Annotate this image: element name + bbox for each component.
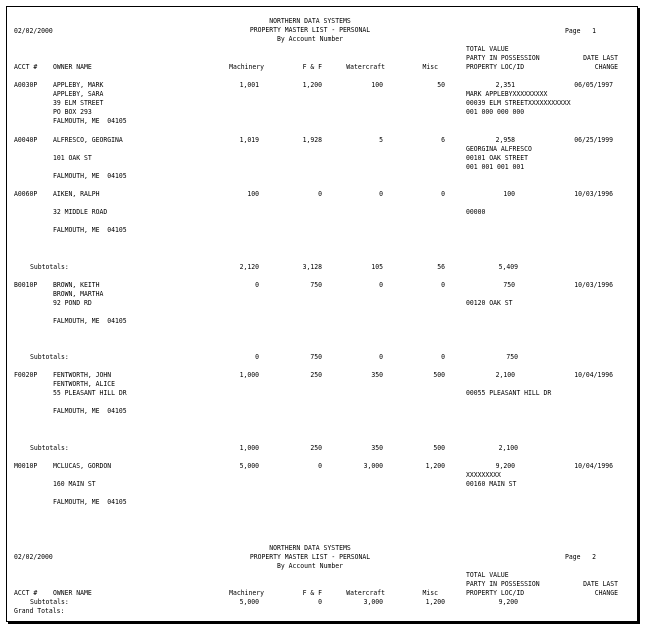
subtotal-machinery: 0: [255, 353, 259, 361]
col-machinery: Machinery: [229, 589, 264, 597]
owner-line: 160 MAIN ST: [53, 480, 96, 488]
acct-number: A0030P: [14, 81, 38, 89]
watercraft-value: 0: [379, 281, 383, 289]
col-change: CHANGE: [594, 589, 618, 597]
col-date-last: DATE LAST: [583, 580, 618, 588]
subtotal-watercraft: 3,000: [363, 598, 383, 606]
col-owner: OWNER NAME: [53, 63, 92, 71]
watercraft-value: 350: [371, 371, 383, 379]
misc-value: 0: [441, 190, 445, 198]
owner-line: ALFRESCO, GEORGINA: [53, 136, 123, 144]
machinery-value: 1,000: [239, 371, 259, 379]
page-number: Page 1: [565, 27, 597, 35]
watercraft-value: 0: [379, 190, 383, 198]
subtotal-machinery: 1,000: [239, 444, 259, 452]
col-watercraft: Watercraft: [346, 589, 385, 597]
col-watercraft: Watercraft: [346, 63, 385, 71]
subtotal-total: 5,409: [498, 263, 518, 271]
subtotal-ff: 0: [318, 598, 322, 606]
col-change: CHANGE: [594, 63, 618, 71]
report-title: PROPERTY MASTER LIST - PERSONAL: [249, 553, 371, 561]
property-location: 00039 ELM STREETXXXXXXXXXXX: [466, 99, 571, 107]
owner-line: FALMOUTH, ME 04105: [53, 226, 127, 234]
owner-line: APPLEBY, MARK: [53, 81, 104, 89]
property-location: 00160 MAIN ST: [466, 480, 517, 488]
acct-number: B0010P: [14, 281, 38, 289]
col-property-loc: PROPERTY LOC/ID: [466, 589, 525, 597]
owner-line: 101 OAK ST: [53, 154, 92, 162]
total-value: 2,958: [495, 136, 515, 144]
subtotal-misc: 500: [433, 444, 445, 452]
subtotal-total: 9,200: [498, 598, 518, 606]
total-value: 2,100: [495, 371, 515, 379]
subtotal-misc: 0: [441, 353, 445, 361]
subtotal-label: Subtotals:: [30, 353, 69, 361]
watercraft-value: 3,000: [363, 462, 383, 470]
owner-line: 32 MIDDLE ROAD: [53, 208, 108, 216]
col-total-value: TOTAL VALUE: [466, 571, 509, 579]
date-last-change: 10/04/1996: [574, 371, 613, 379]
property-id: 001 001 001 001: [466, 163, 525, 171]
date-last-change: 10/03/1996: [574, 281, 613, 289]
property-id: 001 000 000 000: [466, 108, 525, 116]
report-date: 02/02/2000: [14, 553, 53, 561]
owner-line: APPLEBY, SARA: [53, 90, 104, 98]
company-name: NORTHERN DATA SYSTEMS: [269, 17, 351, 25]
property-location: 00000: [466, 208, 486, 216]
subtotal-watercraft: 105: [371, 263, 383, 271]
machinery-value: 100: [247, 190, 259, 198]
owner-line: FALMOUTH, ME 04105: [53, 498, 127, 506]
misc-value: 1,200: [425, 462, 445, 470]
owner-line: FALMOUTH, ME 04105: [53, 172, 127, 180]
ff-value: 750: [310, 281, 322, 289]
owner-line: MCLUCAS, GORDON: [53, 462, 112, 470]
ff-value: 0: [318, 190, 322, 198]
acct-number: M0010P: [14, 462, 38, 470]
party-in-possession: GEORGINA ALFRESCO: [466, 145, 532, 153]
subtotal-machinery: 5,000: [239, 598, 259, 606]
acct-number: A0040P: [14, 136, 38, 144]
subtotal-label: Subtotals:: [30, 598, 69, 606]
company-name: NORTHERN DATA SYSTEMS: [269, 544, 351, 552]
subtotal-label: Subtotals:: [30, 263, 69, 271]
machinery-value: 0: [255, 281, 259, 289]
col-ff: F & F: [302, 63, 322, 71]
col-ff: F & F: [302, 589, 322, 597]
page-number: Page 2: [565, 553, 597, 561]
misc-value: 6: [441, 136, 445, 144]
col-misc: Misc: [422, 63, 438, 71]
col-total-value: TOTAL VALUE: [466, 45, 509, 53]
total-value: 100: [503, 190, 515, 198]
date-last-change: 10/04/1996: [574, 462, 613, 470]
owner-line: 55 PLEASANT HILL DR: [53, 389, 127, 397]
subtotal-machinery: 2,120: [239, 263, 259, 271]
total-value: 2,351: [495, 81, 515, 89]
owner-line: PO BOX 293: [53, 108, 92, 116]
subtotal-misc: 56: [437, 263, 445, 271]
subtotal-ff: 3,128: [302, 263, 322, 271]
owner-line: AIKEN, RALPH: [53, 190, 100, 198]
col-party: PARTY IN POSSESSION: [466, 54, 540, 62]
subtotal-total: 2,100: [498, 444, 518, 452]
property-location: 00055 PLEASANT HILL DR: [466, 389, 552, 397]
owner-line: 92 POND RD: [53, 299, 92, 307]
ff-value: 0: [318, 462, 322, 470]
subtotal-total: 750: [506, 353, 518, 361]
col-acct: ACCT #: [14, 63, 38, 71]
acct-number: A0060P: [14, 190, 38, 198]
col-date-last: DATE LAST: [583, 54, 618, 62]
col-machinery: Machinery: [229, 63, 264, 71]
owner-line: BROWN, MARTHA: [53, 290, 104, 298]
report-sort: By Account Number: [277, 35, 343, 43]
col-owner: OWNER NAME: [53, 589, 92, 597]
owner-line: FENTWORTH, ALICE: [53, 380, 116, 388]
date-last-change: 06/25/1999: [574, 136, 613, 144]
subtotal-watercraft: 0: [379, 353, 383, 361]
date-last-change: 10/03/1996: [574, 190, 613, 198]
misc-value: 0: [441, 281, 445, 289]
owner-line: FALMOUTH, ME 04105: [53, 117, 127, 125]
report-sort: By Account Number: [277, 562, 343, 570]
misc-value: 500: [433, 371, 445, 379]
ff-value: 250: [310, 371, 322, 379]
subtotal-ff: 750: [310, 353, 322, 361]
total-value: 750: [503, 281, 515, 289]
grand-totals-label: Grand Totals:: [14, 607, 65, 615]
owner-line: BROWN, KEITH: [53, 281, 100, 289]
subtotal-ff: 250: [310, 444, 322, 452]
total-value: 9,200: [495, 462, 515, 470]
col-party: PARTY IN POSSESSION: [466, 580, 540, 588]
watercraft-value: 5: [379, 136, 383, 144]
ff-value: 1,928: [302, 136, 322, 144]
machinery-value: 5,000: [239, 462, 259, 470]
owner-line: FALMOUTH, ME 04105: [53, 407, 127, 415]
machinery-value: 1,001: [239, 81, 259, 89]
party-in-possession: MARK APPLEBYXXXXXXXXX: [466, 90, 548, 98]
party-in-possession: XXXXXXXXX: [466, 471, 501, 479]
property-location: 00120 OAK ST: [466, 299, 513, 307]
col-acct: ACCT #: [14, 589, 38, 597]
misc-value: 50: [437, 81, 445, 89]
owner-line: 39 ELM STREET: [53, 99, 104, 107]
subtotal-misc: 1,200: [425, 598, 445, 606]
subtotal-watercraft: 350: [371, 444, 383, 452]
owner-line: FALMOUTH, ME 04105: [53, 317, 127, 325]
owner-line: FENTWORTH, JOHN: [53, 371, 112, 379]
report-title: PROPERTY MASTER LIST - PERSONAL: [249, 26, 371, 34]
col-property-loc: PROPERTY LOC/ID: [466, 63, 525, 71]
watercraft-value: 100: [371, 81, 383, 89]
col-misc: Misc: [422, 589, 438, 597]
subtotal-label: Subtotals:: [30, 444, 69, 452]
date-last-change: 06/05/1997: [574, 81, 613, 89]
acct-number: F0020P: [14, 371, 38, 379]
report-date: 02/02/2000: [14, 27, 53, 35]
property-location: 00101 OAK STREET: [466, 154, 529, 162]
ff-value: 1,200: [302, 81, 322, 89]
machinery-value: 1,019: [239, 136, 259, 144]
